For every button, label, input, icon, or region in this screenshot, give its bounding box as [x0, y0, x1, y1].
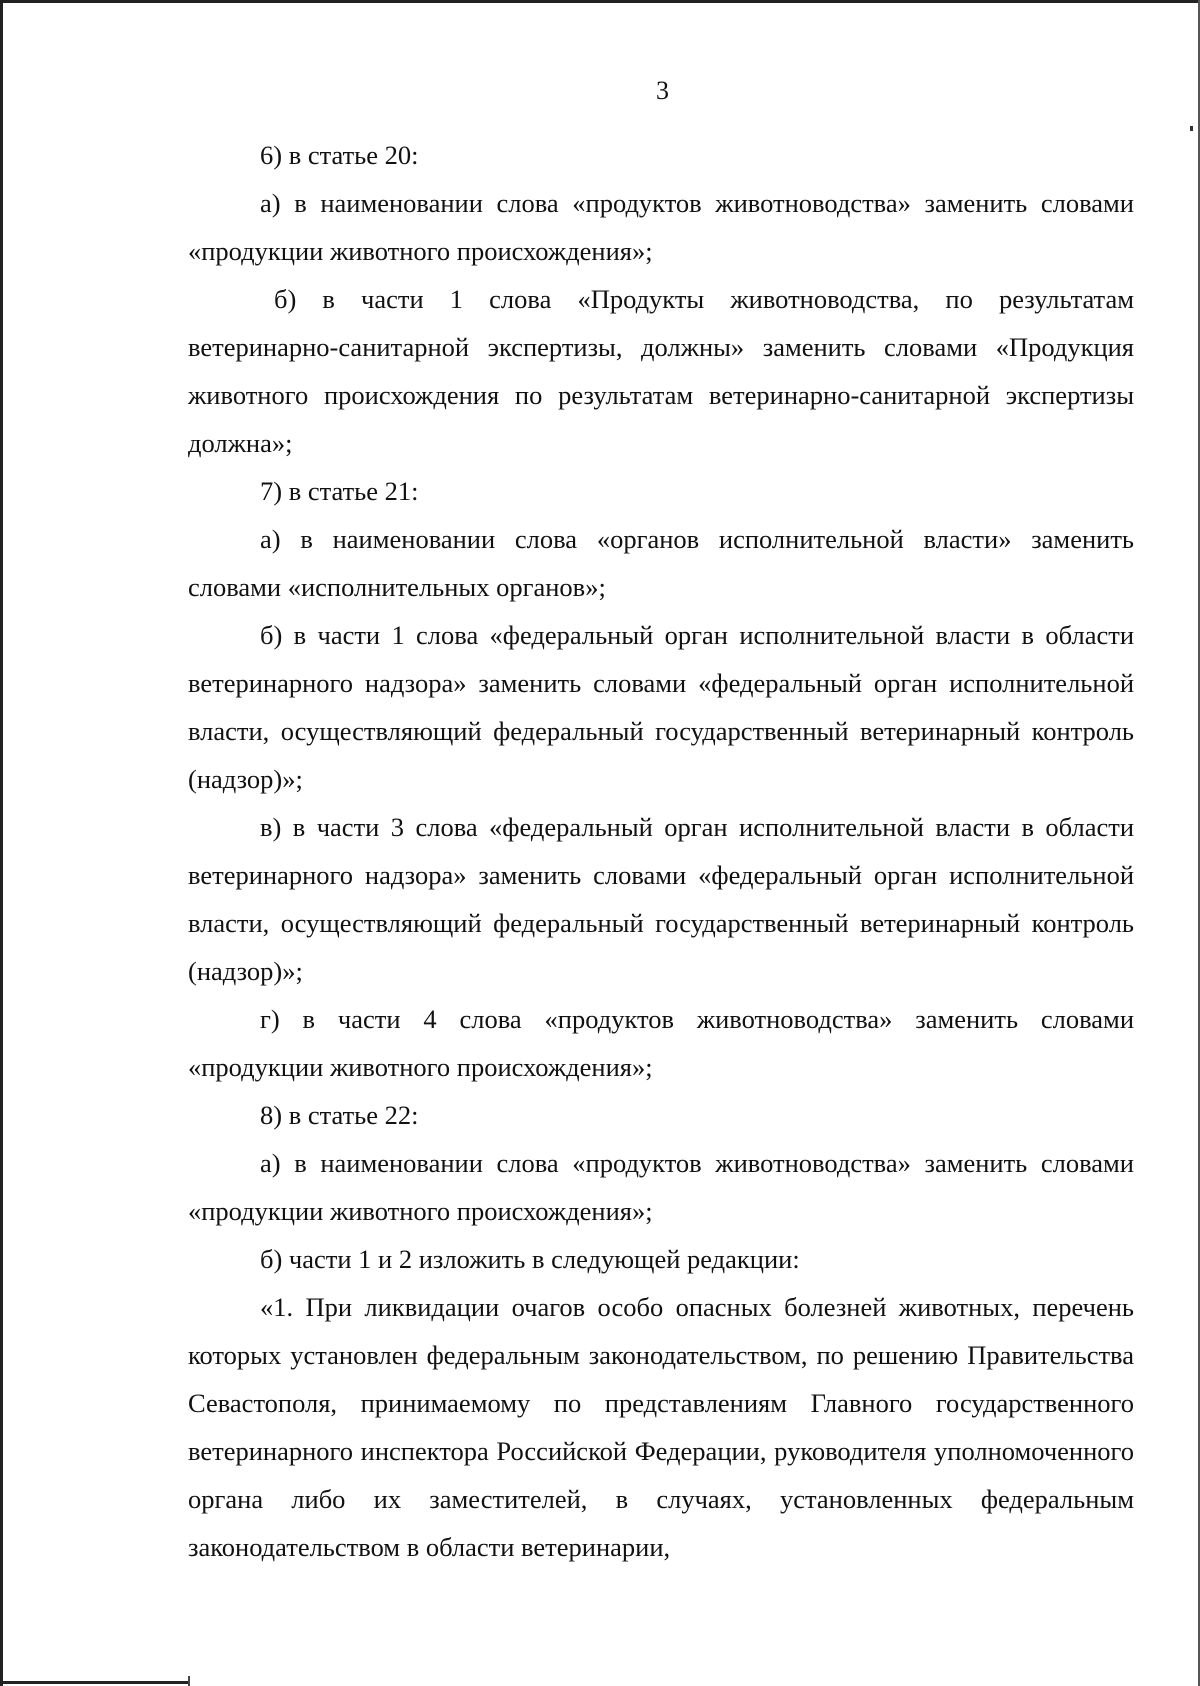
paragraph-subitem-b-article-22: б) части 1 и 2 изложить в следующей редакции: [260, 1244, 800, 1274]
document-body [188, 131, 1134, 1571]
scan-border-left [0, 0, 3, 1686]
paragraph-subitem-b-article-21: б) в части 1 слова «федеральный орган исполнительной власти в области ветеринарного надзора» заменить словами «федеральный орган исполнительной власти, осуществляющий федеральный государственный ветеринарный контроль (надзор)»; [188, 620, 1134, 794]
scan-mark-bottom [0, 1681, 188, 1684]
scan-border-top [0, 0, 1200, 3]
scan-dot [1190, 126, 1193, 131]
paragraph-subitem-g-article-21: г) в части 4 слова «продуктов животноводства» заменить словами «продукции животного происхождения»; [188, 1004, 1134, 1082]
paragraph-subitem-b-article-20: б) в части 1 слова «Продукты животноводства, по результатам ветеринарно-санитарной экспертизы, должны» заменить словами «Продукция животного происхождения по результатам ветеринарно-санитарной экспертизы должна»; [188, 284, 1134, 458]
paragraph-item-6: 6) в статье 20: [260, 140, 419, 170]
paragraph-item-8: 8) в статье 22: [260, 1100, 419, 1130]
paragraph-quoted-part-1: «1. При ликвидации очагов особо опасных болезней животных, перечень которых установлен федеральным законодательством, по решению Правительства Севастополя, принимаемому по представлениям Главного государственного ветеринарного инспектора Российской Федерации, руководителя уполномоченного органа либо их заместителей, в случаях, установленных федеральным законодательством в области ветеринарии, [188, 1292, 1134, 1562]
scan-mark-bottom-tick [188, 1676, 190, 1686]
paragraph-subitem-a-article-22: а) в наименовании слова «продуктов животноводства» заменить словами «продукции животного происхождения»; [188, 1148, 1134, 1226]
paragraph-subitem-a-article-20: а) в наименовании слова «продуктов животноводства» заменить словами «продукции животного происхождения»; [188, 188, 1134, 266]
paragraph-subitem-v-article-21: в) в части 3 слова «федеральный орган исполнительной власти в области ветеринарного надзора» заменить словами «федеральный орган исполнительной власти, осуществляющий федеральный государственный ветеринарный контроль (надзор)»; [188, 812, 1134, 986]
paragraph-item-7: 7) в статье 21: [260, 476, 419, 506]
paragraph-subitem-a-article-21: а) в наименовании слова «органов исполнительной власти» заменить словами «исполнительных органов»; [188, 524, 1134, 602]
page-number: 3 [656, 76, 669, 105]
